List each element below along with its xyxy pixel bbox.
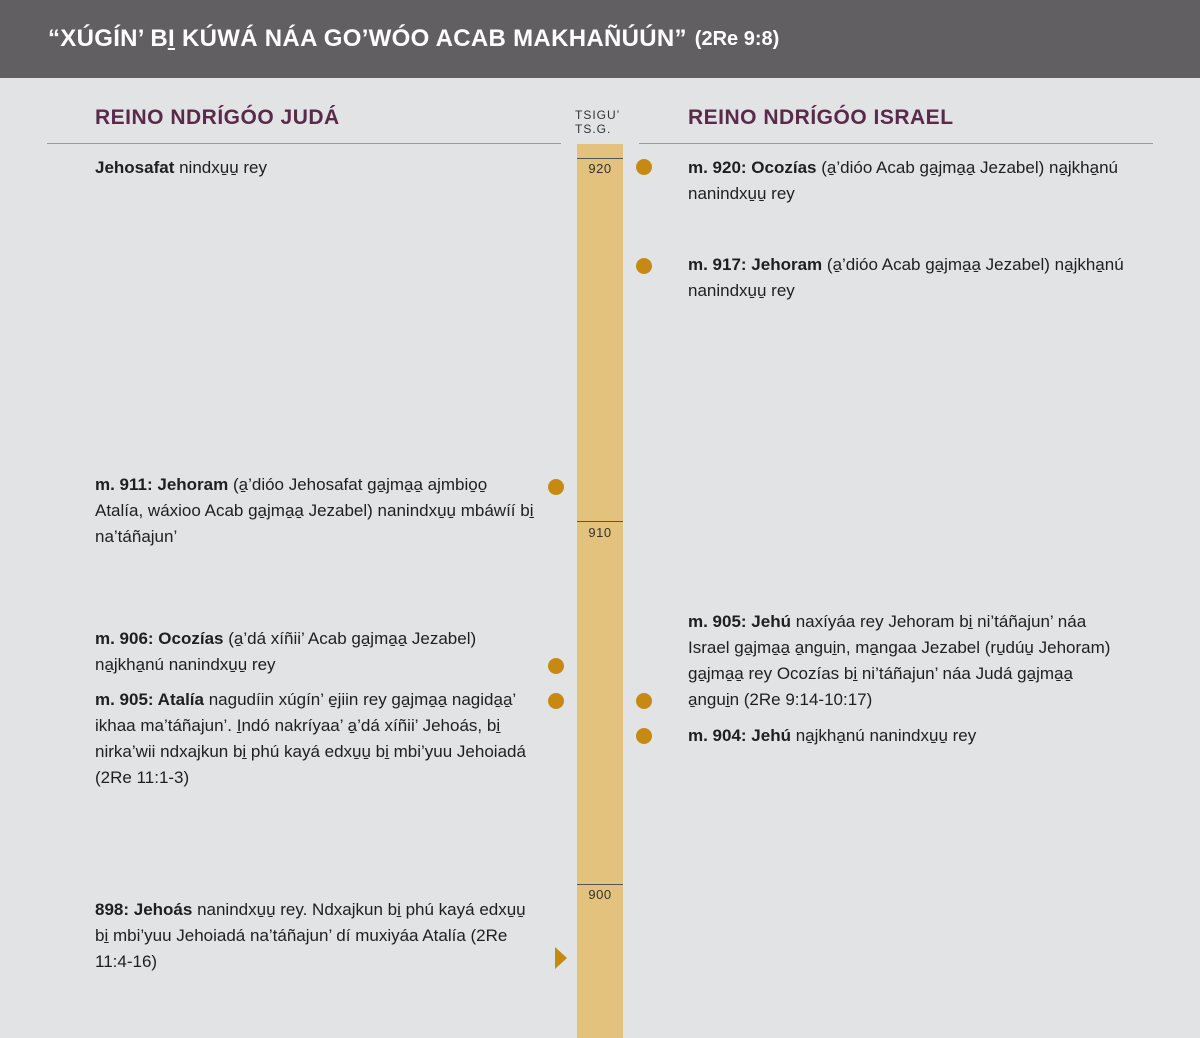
entry-text: nindxu̱u̱ rey — [174, 158, 267, 177]
entry-heading: m. 917: Jehoram — [688, 255, 823, 274]
entry-text: (a̱’dióo Acab ga̱jma̱a̱ Jezabel) na̱jkha̱nú nanindxu̱u̱ rey — [688, 158, 1118, 203]
tick-910 — [577, 521, 623, 522]
judah-entry-jehosafat — [95, 155, 535, 181]
judah-entry-jehoas — [95, 897, 535, 975]
entry-heading: m. 911: Jehoram — [95, 475, 229, 494]
entry-text: (a̱’dióo Jehosafat ga̱jma̱a̱ ajmbio̱o̱ Atalía, wáxioo Acab ga̱jma̱a̱ Jezabel) nanindxu̱u̱ mbáwíí bi̱ na’táñajun’ — [95, 475, 534, 546]
judah-entry-ocozias — [95, 626, 535, 678]
entry-text: (a̱’dá xíñii’ Acab ga̱jma̱a̱ Jezabel) na̱jkha̱nú nanindxu̱u̱ rey — [95, 629, 477, 674]
event-marker-dot — [636, 258, 652, 274]
event-marker-dot — [636, 728, 652, 744]
event-marker-dot — [548, 693, 564, 709]
tick-920 — [577, 158, 623, 159]
axis-label-line2: TS.G. — [575, 122, 612, 136]
entry-heading: Jehosafat — [95, 158, 175, 177]
scripture-reference: (2Re 9:8) — [694, 27, 780, 50]
event-marker-dot — [548, 479, 564, 495]
entry-heading: m. 905: Jehú — [688, 612, 791, 631]
timeline-bar — [577, 144, 623, 1038]
entry-text: na̱jkha̱nú nanindxu̱u̱ rey — [791, 726, 977, 745]
entry-text: (a̱’dióo Acab ga̱jma̱a̱ Jezabel) na̱jkha̱nú nanindxu̱u̱ rey — [688, 255, 1124, 300]
entry-text: naxíyáa rey Jehoram bi̱ ni’táñajun’ náa Israel ga̱jma̱a̱ a̱ngui̱n, ma̱ngaa Jezabel (ru̱dúu̱ Jehoram) ga̱jma̱a̱ rey Ocozías bi̱ ni’táñajun’ náa Judá ga̱jma̱a̱ a̱ngui̱n (2Re 9:14-10:17) — [688, 612, 1111, 709]
right-divider — [639, 143, 1153, 144]
page-title: “XÚGÍN’ BI̱ KÚWÁ NÁA GO’WÓO ACAB MAKHAÑÚÚN” — [48, 25, 687, 52]
entry-heading: m. 920: Ocozías — [688, 158, 817, 177]
entry-text: nagudíin xúgín’ e̱jiin rey ga̱jma̱a̱ nagida̱a̱’ ikhaa ma’táñajun’. I̱ndó nakríyaa’ a̱’dá xíñii’ Jehoás, bi̱ nirka’wii ndxajkun bi̱ phú kayá edxu̱u̱ bi̱ mbi’yuu Jehoiadá (2Re 11:1-3) — [95, 690, 526, 787]
judah-column-title: REINO NDRÍGÓO JUDÁ — [95, 106, 340, 129]
entry-heading: m. 905: Atalía — [95, 690, 204, 709]
timeline-axis-label — [575, 108, 625, 136]
left-divider — [47, 143, 561, 144]
entry-heading: m. 904: Jehú — [688, 726, 791, 745]
event-marker-dot — [548, 658, 564, 674]
event-marker-arrow — [555, 947, 567, 969]
judah-entry-atalia — [95, 687, 535, 791]
israel-column-title: REINO NDRÍGÓO ISRAEL — [688, 106, 954, 129]
judah-entry-jehoram — [95, 472, 535, 550]
event-marker-dot — [636, 693, 652, 709]
tick-label-910: 910 — [588, 525, 612, 540]
tick-label-900: 900 — [588, 887, 612, 902]
page-header — [0, 0, 1200, 78]
entry-text: nanindxu̱u̱ rey. Ndxajkun bi̱ phú kayá edxu̱u̱ bi̱ mbi’yuu Jehoiadá na’táñajun’ dí muxiyáa Atalía (2Re 11:4-16) — [95, 900, 526, 971]
axis-label-line1: TSIGU’ — [575, 108, 621, 122]
israel-entry-jehu-904 — [688, 723, 1128, 749]
israel-entry-ocozias — [688, 155, 1128, 207]
event-marker-dot — [636, 159, 652, 175]
entry-heading: m. 906: Ocozías — [95, 629, 224, 648]
israel-entry-jehu-905 — [688, 609, 1128, 713]
israel-entry-jehoram — [688, 252, 1128, 304]
tick-900 — [577, 884, 623, 885]
entry-heading: 898: Jehoás — [95, 900, 193, 919]
tick-label-920: 920 — [588, 161, 612, 176]
